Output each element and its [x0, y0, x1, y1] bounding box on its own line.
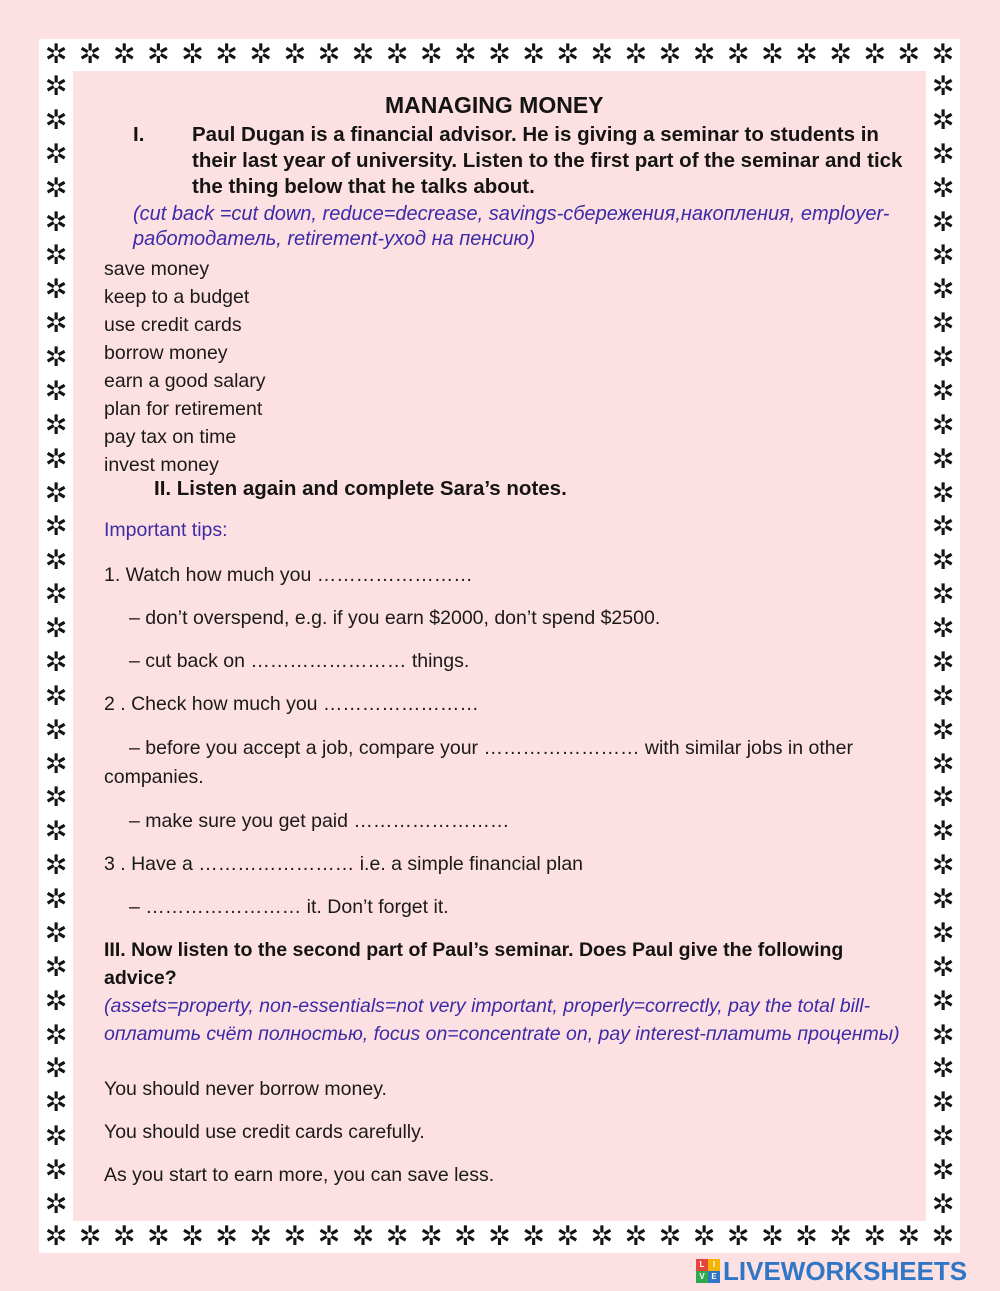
- ornament-icon: ✲: [931, 39, 955, 70]
- ornament-icon: ✲: [931, 816, 955, 848]
- section-2-heading: II. Listen again and complete Sara’s notes.: [154, 477, 567, 500]
- ornament-icon: ✲: [419, 39, 443, 70]
- ornament-icon: ✲: [147, 1221, 170, 1252]
- important-tips-heading: Important tips:: [104, 519, 228, 541]
- ornament-icon: ✲: [931, 443, 955, 475]
- ornament-icon: ✲: [454, 39, 477, 70]
- ornament-icon: ✲: [829, 39, 852, 70]
- section-3-heading: III. Now listen to the second part of Paul’s seminar. Does Paul give the following advice?: [104, 939, 844, 989]
- ornament-icon: ✲: [44, 375, 68, 407]
- ornament-border-left: [39, 71, 73, 1221]
- ornament-icon: ✲: [931, 240, 955, 272]
- ornament-icon: ✲: [44, 39, 68, 70]
- ornament-icon: ✲: [44, 342, 68, 373]
- liveworksheets-logo[interactable]: [696, 1256, 967, 1286]
- ornament-icon: ✲: [44, 1155, 68, 1186]
- ornament-icon: ✲: [931, 1087, 955, 1119]
- list-item[interactable]: save money: [104, 258, 210, 280]
- ornament-icon: ✲: [44, 240, 68, 272]
- ornament-icon: ✲: [44, 511, 68, 543]
- liveworksheets-brand: LIVEWORKSHEETS: [723, 1255, 968, 1286]
- ornament-icon: ✲: [863, 1221, 886, 1252]
- ornament-icon: ✲: [931, 850, 955, 882]
- note-line[interactable]: 3 . Have a …………………… i.e. a simple financial plan: [104, 853, 584, 875]
- ornament-icon: ✲: [283, 39, 307, 70]
- ornament-icon: ✲: [181, 39, 204, 70]
- ornament-icon: ✲: [44, 274, 68, 306]
- ornament-icon: ✲: [78, 1221, 102, 1252]
- badge-letter: L: [696, 1259, 708, 1271]
- ornament-icon: ✲: [931, 680, 955, 712]
- ornament-icon: ✲: [931, 1155, 955, 1186]
- ornament-icon: ✲: [897, 39, 921, 70]
- list-item[interactable]: borrow money: [104, 342, 228, 364]
- list-item[interactable]: plan for retirement: [104, 398, 263, 420]
- ornament-border-top: [39, 39, 960, 71]
- ornament-icon: ✲: [931, 1019, 955, 1051]
- list-item[interactable]: keep to a budget: [104, 286, 250, 308]
- ornament-icon: ✲: [931, 138, 955, 170]
- ornament-icon: ✲: [590, 39, 614, 70]
- ornament-icon: ✲: [897, 1221, 921, 1252]
- ornament-icon: ✲: [488, 39, 511, 70]
- list-item[interactable]: earn a good salary: [104, 370, 266, 392]
- ornament-icon: ✲: [522, 1221, 545, 1252]
- ornament-icon: ✲: [44, 545, 68, 577]
- ornament-icon: ✲: [44, 1087, 68, 1119]
- ornament-icon: ✲: [44, 613, 68, 644]
- ornament-icon: ✲: [931, 477, 955, 509]
- ornament-icon: ✲: [44, 1053, 68, 1085]
- ornament-icon: ✲: [44, 477, 68, 509]
- ornament-icon: ✲: [488, 1221, 511, 1252]
- ornament-icon: ✲: [624, 1221, 648, 1252]
- section-1-number: I.: [133, 123, 145, 146]
- ornament-icon: ✲: [931, 985, 955, 1017]
- ornament-icon: ✲: [44, 1121, 68, 1153]
- badge-letter: V: [696, 1271, 708, 1283]
- ornament-icon: ✲: [931, 748, 955, 780]
- ornament-icon: ✲: [249, 1221, 272, 1252]
- ornament-icon: ✲: [44, 138, 68, 170]
- ornament-icon: ✲: [44, 646, 68, 678]
- ornament-icon: ✲: [931, 71, 955, 102]
- section-1-text: Paul Dugan is a financial advisor. He is giving a seminar to students in their last year of university. Listen to the first part of the seminar and tick the thing below that he talks about.: [192, 123, 903, 198]
- ornament-icon: ✲: [44, 917, 68, 949]
- ornament-icon: ✲: [931, 646, 955, 678]
- ornament-icon: ✲: [454, 1221, 477, 1252]
- note-line[interactable]: – cut back on …………………… things.: [129, 650, 470, 672]
- advice-statement[interactable]: You should never borrow money.: [104, 1078, 387, 1100]
- list-item[interactable]: pay tax on time: [104, 426, 237, 448]
- ornament-icon: ✲: [829, 1221, 852, 1252]
- list-item[interactable]: invest money: [104, 454, 219, 476]
- ornament-icon: ✲: [351, 39, 375, 70]
- ornament-icon: ✲: [795, 39, 818, 70]
- note-line: companies.: [104, 766, 204, 788]
- ornament-icon: ✲: [419, 1221, 443, 1252]
- ornament-icon: ✲: [726, 1221, 750, 1252]
- ornament-icon: ✲: [931, 342, 955, 373]
- ornament-icon: ✲: [726, 39, 750, 70]
- badge-letter: E: [708, 1271, 720, 1283]
- ornament-icon: ✲: [44, 579, 68, 611]
- ornament-icon: ✲: [385, 39, 409, 70]
- ornament-icon: ✲: [931, 172, 955, 204]
- ornament-icon: ✲: [795, 1221, 818, 1252]
- page-title: MANAGING MONEY: [385, 92, 604, 118]
- ornament-icon: ✲: [317, 1221, 341, 1252]
- ornament-border-bottom: [39, 1221, 960, 1253]
- ornament-icon: ✲: [931, 917, 955, 949]
- ornament-icon: ✲: [44, 1019, 68, 1051]
- ornament-icon: ✲: [931, 714, 955, 746]
- note-line[interactable]: – before you accept a job, compare your …………………… with similar jobs in other: [129, 737, 853, 759]
- ornament-icon: ✲: [44, 985, 68, 1017]
- ornament-icon: ✲: [44, 1188, 68, 1220]
- ornament-icon: ✲: [931, 1221, 955, 1252]
- ornament-icon: ✲: [283, 1221, 307, 1252]
- ornament-icon: ✲: [931, 206, 955, 238]
- ornament-icon: ✲: [44, 782, 68, 814]
- ornament-icon: ✲: [44, 308, 68, 340]
- ornament-icon: ✲: [692, 39, 716, 70]
- ornament-icon: ✲: [931, 782, 955, 814]
- ornament-icon: ✲: [931, 1188, 955, 1220]
- ornament-icon: ✲: [931, 579, 955, 611]
- ornament-icon: ✲: [44, 884, 68, 915]
- ornament-icon: ✲: [44, 71, 68, 102]
- ornament-icon: ✲: [931, 613, 955, 644]
- ornament-icon: ✲: [317, 39, 341, 70]
- ornament-icon: ✲: [624, 39, 648, 70]
- advice-statement[interactable]: You should use credit cards carefully.: [104, 1121, 425, 1143]
- ornament-icon: ✲: [44, 443, 68, 475]
- ornament-icon: ✲: [44, 104, 68, 136]
- ornament-icon: ✲: [112, 1221, 136, 1252]
- ornament-icon: ✲: [351, 1221, 375, 1252]
- ornament-icon: ✲: [931, 1053, 955, 1085]
- ornament-icon: ✲: [760, 39, 784, 70]
- ornament-icon: ✲: [931, 511, 955, 543]
- ornament-icon: ✲: [658, 1221, 682, 1252]
- ornament-icon: ✲: [931, 951, 955, 983]
- ornament-icon: ✲: [181, 1221, 204, 1252]
- ornament-icon: ✲: [44, 1221, 68, 1252]
- ornament-icon: ✲: [931, 375, 955, 407]
- ornament-icon: ✲: [931, 884, 955, 915]
- ornament-icon: ✲: [44, 850, 68, 882]
- ornament-border-right: [926, 71, 960, 1221]
- ornament-icon: ✲: [658, 39, 682, 70]
- ornament-icon: ✲: [692, 1221, 716, 1252]
- ornament-icon: ✲: [215, 1221, 238, 1252]
- note-line[interactable]: 2 . Check how much you ……………………: [104, 693, 479, 715]
- list-item[interactable]: use credit cards: [104, 314, 242, 336]
- note-line[interactable]: – …………………… it. Don’t forget it.: [129, 896, 449, 918]
- ornament-icon: ✲: [556, 1221, 579, 1252]
- ornament-icon: ✲: [78, 39, 102, 70]
- ornament-icon: ✲: [590, 1221, 614, 1252]
- note-line: – don’t overspend, e.g. if you earn $2000, don’t spend $2500.: [129, 607, 661, 629]
- ornament-icon: ✲: [147, 39, 170, 70]
- section-1-glossary: (cut back =cut down, reduce=decrease, savings-сбережения,накопления, employer- работодатель, retirement-уход на пенсию): [133, 203, 890, 250]
- ornament-icon: ✲: [931, 409, 955, 441]
- section-1-list: [104, 255, 504, 479]
- ornament-icon: ✲: [44, 951, 68, 983]
- ornament-icon: ✲: [249, 39, 272, 70]
- note-line[interactable]: – make sure you get paid ……………………: [129, 810, 510, 832]
- ornament-icon: ✲: [931, 308, 955, 340]
- ornament-icon: ✲: [556, 39, 579, 70]
- ornament-icon: ✲: [44, 680, 68, 712]
- ornament-icon: ✲: [931, 104, 955, 136]
- advice-statement[interactable]: As you start to earn more, you can save less.: [104, 1164, 495, 1186]
- ornament-icon: ✲: [215, 39, 238, 70]
- liveworksheets-badge-icon: [696, 1259, 720, 1283]
- ornament-icon: ✲: [931, 274, 955, 306]
- ornament-icon: ✲: [863, 39, 886, 70]
- section-3-glossary: (assets=property, non-essentials=not very important, properly=correctly, pay the total bill-оплатить счёт полностью, focus on=concentrate on, pay interest-платить проценты): [104, 995, 900, 1045]
- ornament-icon: ✲: [44, 172, 68, 204]
- ornament-icon: ✲: [760, 1221, 784, 1252]
- ornament-icon: ✲: [44, 409, 68, 441]
- ornament-icon: ✲: [44, 714, 68, 746]
- note-line[interactable]: 1. Watch how much you ……………………: [104, 564, 473, 586]
- ornament-icon: ✲: [44, 206, 68, 238]
- ornament-icon: ✲: [112, 39, 136, 70]
- ornament-icon: ✲: [931, 1121, 955, 1153]
- ornament-icon: ✲: [522, 39, 545, 70]
- badge-letter: I: [708, 1259, 720, 1271]
- ornament-icon: ✲: [385, 1221, 409, 1252]
- ornament-icon: ✲: [931, 545, 955, 577]
- ornament-icon: ✲: [44, 748, 68, 780]
- ornament-icon: ✲: [44, 816, 68, 848]
